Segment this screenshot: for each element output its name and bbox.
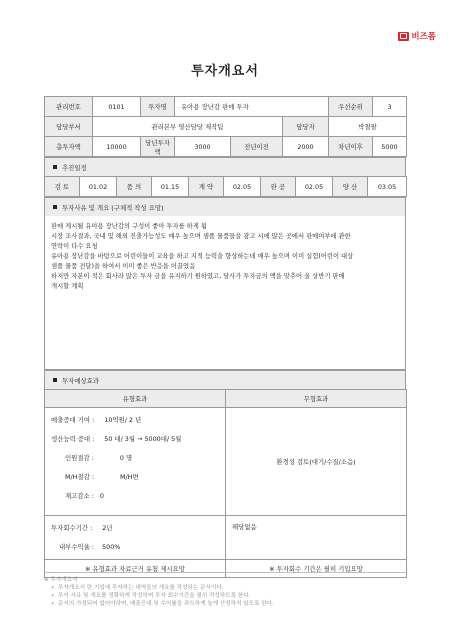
footer-notes bbox=[44, 572, 406, 608]
irr-value: 500% bbox=[102, 542, 121, 551]
bullet-square-icon bbox=[53, 378, 57, 382]
schedule-date-review: 01.02 bbox=[80, 177, 117, 197]
bullet-square-icon bbox=[53, 205, 57, 209]
payback-value: 2년 bbox=[102, 524, 113, 532]
page-title: 투자개요서 bbox=[191, 64, 259, 79]
payback-section bbox=[45, 516, 226, 560]
footer-line: • 투자 사유 및 개요를 정확하게 작성하며 투자 회수기간을 필히 작성하도록 한다. bbox=[44, 592, 406, 600]
schedule-header-label: 추진일정 bbox=[62, 163, 87, 172]
prev-label: 전년이전 bbox=[231, 137, 283, 157]
capacity-value: 50 대/ 3월 → 5000대/ 5월 bbox=[104, 435, 182, 443]
reason-line: 시장 조사결과, 국내 및 해외 진출가능성도 매우 높으며 샘플 물품들을 광고 시에 많은 곳에서 판매여부에 관한 bbox=[51, 233, 351, 240]
year-label: 당년투자액 bbox=[141, 137, 175, 157]
total-label: 총투자액 bbox=[45, 137, 93, 157]
schedule-table bbox=[44, 176, 407, 197]
mh-value: M/H변 bbox=[120, 473, 139, 481]
schedule-date-production: 03.05 bbox=[368, 177, 407, 197]
note-right: ※ 투자회수 기간은 필히 기입요망 bbox=[226, 560, 407, 578]
effect-header bbox=[44, 370, 406, 389]
stock-value: 0 bbox=[99, 491, 104, 500]
manager-value: 박철팔 bbox=[329, 117, 407, 137]
labor-label: 인원절감 : bbox=[65, 454, 94, 462]
reason-header bbox=[44, 197, 406, 216]
footer-line: • 문서의 가정되어 없어야하며, 매출증대 및 수익률을 과도하게 높게 산정하지 않도록 한다. bbox=[44, 600, 406, 608]
reason-header-label: 투자사유 및 개요 (구체적 작성 요망) bbox=[62, 203, 164, 212]
dept-value: 관리본부 영산담당 제작팀 bbox=[93, 117, 283, 137]
project-value: 유아용 장난감 판매 투자 bbox=[175, 97, 329, 117]
irr-label: 내부수익율 : bbox=[59, 543, 95, 551]
reason-body bbox=[44, 216, 406, 370]
stock-label: 재고감소 : bbox=[65, 492, 94, 500]
mgmt-no-value: 0101 bbox=[93, 97, 141, 117]
next-label: 차년이후 bbox=[329, 137, 373, 157]
manager-label: 담당자 bbox=[283, 117, 329, 137]
labor-value: 0 명 bbox=[119, 454, 133, 462]
sales-value: 10억원/ 2 년 bbox=[104, 416, 142, 424]
schedule-date-contract: 02.05 bbox=[224, 177, 261, 197]
brand-logo bbox=[398, 30, 436, 42]
payback-label: 투자회수기간 : bbox=[51, 524, 93, 532]
priority-label: 우선순위 bbox=[329, 97, 373, 117]
reason-line: 연락이 다수 요청 bbox=[51, 243, 98, 250]
mgmt-no-label: 관리번호 bbox=[45, 97, 93, 117]
note-left: ※ 유형효과 자료근거 유첨 제시요망 bbox=[45, 560, 226, 578]
brand-logo-icon bbox=[398, 32, 409, 41]
bullet-square-icon bbox=[53, 165, 57, 169]
schedule-date-approval: 01.15 bbox=[152, 177, 189, 197]
schedule-label-completion: 완 공 bbox=[261, 177, 296, 197]
tangible-effects bbox=[45, 408, 226, 516]
footer-line: • 투자개요서 란 기업에 투자하는 내역들의 개요를 작성하는 문서이다. bbox=[44, 584, 406, 592]
footer-heading: ※ 투자개요서 bbox=[44, 577, 78, 583]
reason-line: 하지만 자본이 적은 회사라 많은 투자 금을 유지하기 원하였고, 당사가 투자금의 액을 맞추어 올 상반기 판매 bbox=[51, 273, 345, 280]
schedule-label-review: 검 토 bbox=[45, 177, 80, 197]
sales-label: 매출증대 기여 : bbox=[51, 416, 95, 424]
schedule-label-production: 양 산 bbox=[333, 177, 368, 197]
document-body bbox=[44, 96, 406, 578]
dept-label: 담당부서 bbox=[45, 117, 93, 137]
reason-line: 개시할 계획 bbox=[51, 283, 84, 290]
effect-table bbox=[44, 389, 407, 578]
intangible-header: 무형효과 bbox=[226, 390, 407, 408]
reason-line: 유아용 장난감을 바탕으로 어린이들이 교육을 하고 지적 능력을 향상하는데 매우 높으며 이미 실험(어린이 대상 bbox=[51, 253, 354, 260]
project-label: 투자명 bbox=[141, 97, 175, 117]
prev-value: 2000 bbox=[283, 137, 329, 157]
mh-label: M/H절감 : bbox=[65, 473, 95, 481]
brand-name: 비즈폼 bbox=[411, 32, 436, 42]
priority-value: 3 bbox=[373, 97, 407, 117]
reason-line: 샘플 물품 전달)을 하여서 이미 좋은 반응을 이끌었음 bbox=[51, 263, 196, 270]
year-value: 3000 bbox=[175, 137, 231, 157]
schedule-date-completion: 02.05 bbox=[296, 177, 333, 197]
effect-header-label: 투자예상효과 bbox=[62, 376, 100, 385]
payback-note: 해당없음 bbox=[226, 516, 407, 560]
tangible-header: 유형효과 bbox=[45, 390, 226, 408]
reason-line: 판매 게시될 유아용 장난감의 구성이 좋아 투자를 하게 됨 bbox=[51, 223, 207, 230]
next-value: 5000 bbox=[373, 137, 407, 157]
total-value: 10000 bbox=[93, 137, 141, 157]
intangible-effects: 환경성 검토(대기/수질/소음) bbox=[226, 408, 407, 516]
schedule-label-contract: 계 약 bbox=[189, 177, 224, 197]
info-table bbox=[44, 96, 407, 157]
schedule-header bbox=[44, 157, 406, 176]
schedule-label-approval: 품 의 bbox=[117, 177, 152, 197]
capacity-label: 생산능력 증대 : bbox=[51, 435, 95, 443]
